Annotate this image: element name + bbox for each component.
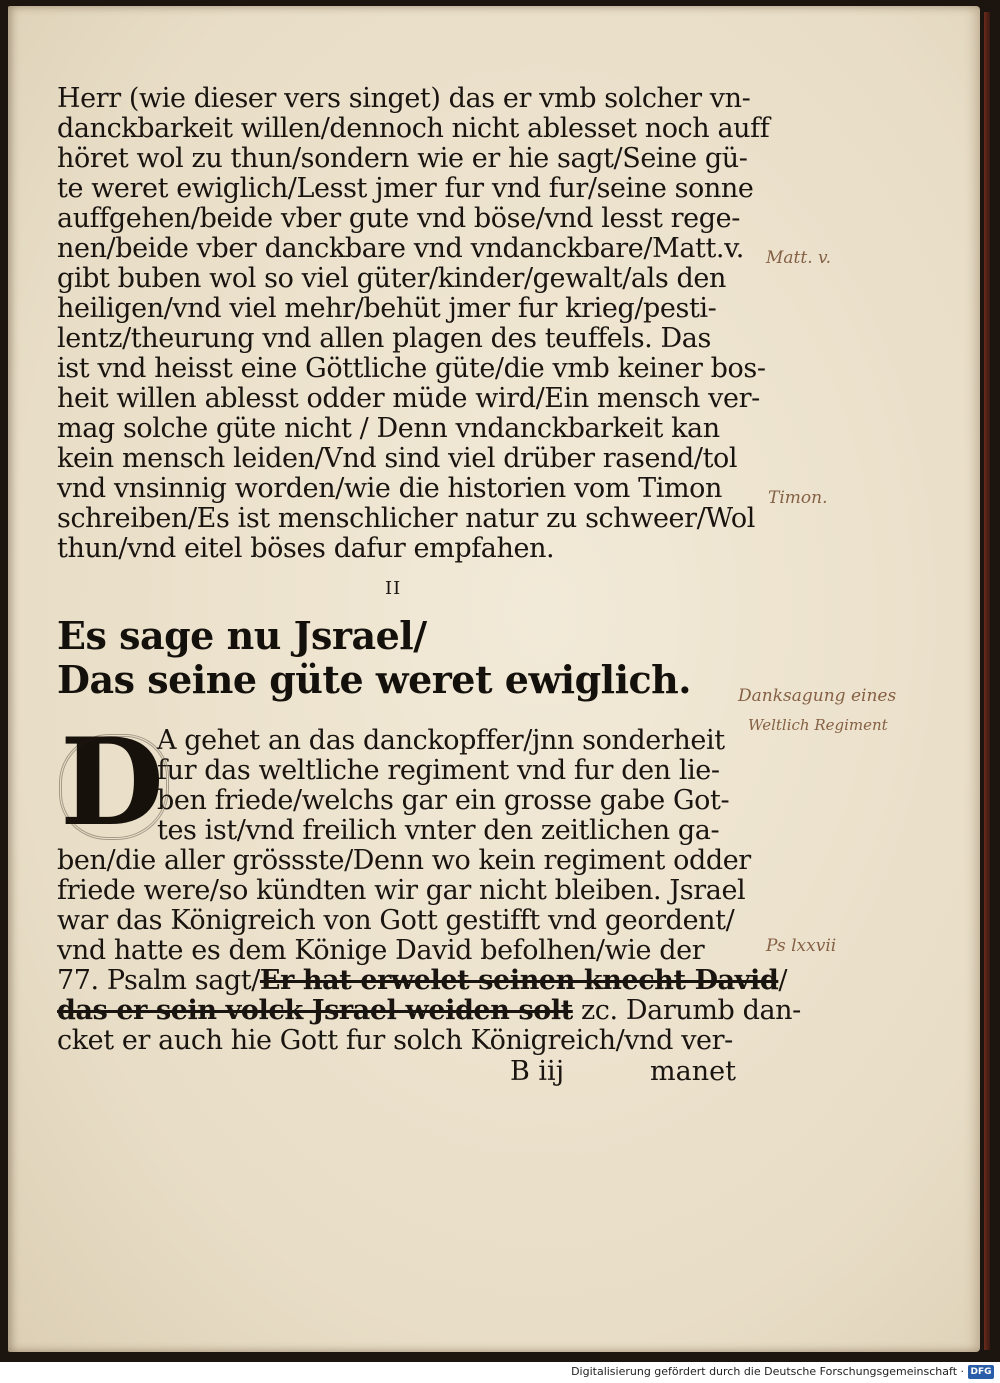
catchword: manet xyxy=(650,1056,736,1087)
verse-heading xyxy=(57,614,691,702)
text-line: ist vnd heisst eine Göttliche güte/die vmb keiner bos- xyxy=(57,353,766,384)
paragraph-1 xyxy=(57,83,770,564)
dfg-logo: DFG xyxy=(968,1365,994,1379)
text-line: heit willen ablesst odder müde wird/Ein mensch ver- xyxy=(57,383,760,414)
text-line: nen/beide vber danckbare vnd vndanckbare/Matt.v. xyxy=(57,233,744,264)
text-line: kein mensch leiden/Vnd sind viel drüber rasend/tol xyxy=(57,443,738,474)
margin-note-matt: Matt. v. xyxy=(766,248,832,268)
funding-credit: Digitalisierung gefördert durch die Deutsche Forschungsgemeinschaft · xyxy=(571,1365,964,1378)
text-line: thun/vnd eitel böses dafur empfahen. xyxy=(57,533,555,564)
margin-note-danksagung: Danksagung eines xyxy=(738,686,897,706)
text-line: höret wol zu thun/sondern wie er hie sagt/Seine gü- xyxy=(57,143,748,174)
text-line: tes ist/vnd freilich vnter den zeitlichen ga- xyxy=(157,815,720,846)
margin-note-timon: Timon. xyxy=(768,488,828,508)
text-segment: zc. Darumb dan- xyxy=(572,995,801,1026)
signature-mark: B iij xyxy=(510,1056,565,1087)
text-line: cket er auch hie Gott fur solch Königreich/vnd ver- xyxy=(57,1025,733,1056)
text-segment: 77. Psalm sagt/ xyxy=(57,965,260,996)
text-line: lentz/theurung vnd allen plagen des teuffels. Das xyxy=(57,323,711,354)
text-line: heiligen/vnd viel mehr/behüt jmer fur krieg/pesti- xyxy=(57,293,717,324)
text-line-psalm xyxy=(57,965,788,996)
struck-text: Er hat erwelet seinen knecht David xyxy=(259,965,779,996)
drop-cap xyxy=(57,712,167,853)
drop-cap-letter: D xyxy=(59,712,165,853)
text-line: ben/die aller grössste/Denn wo kein regiment odder xyxy=(57,845,751,876)
text-line: Herr (wie dieser vers singet) das er vmb solcher vn- xyxy=(57,83,751,114)
text-segment: / xyxy=(778,965,788,996)
text-line: mag solche güte nicht / Denn vndanckbarkeit kan xyxy=(57,413,720,444)
text-line: friede were/so kündten wir gar nicht bleiben. Jsrael xyxy=(57,875,746,906)
page-edge xyxy=(984,12,990,1350)
struck-text: das er sein volck Jsrael weiden solt xyxy=(57,995,573,1026)
text-line: te weret ewiglich/Lesst jmer fur vnd fur/seine sonne xyxy=(57,173,754,204)
text-line: war das Königreich von Gott gestifft vnd geordent/ xyxy=(57,905,735,936)
text-line: vnd hatte es dem Könige David befolhen/wie der xyxy=(57,935,705,966)
heading-line: Das seine güte weret ewiglich. xyxy=(57,657,692,702)
margin-note-psalm: Ps lxxvii xyxy=(766,936,837,956)
text-line: schreiben/Es ist menschlicher natur zu schweer/Wol xyxy=(57,503,755,534)
heading-line: Es sage nu Jsrael/ xyxy=(57,613,427,658)
text-line: ben friede/welchs gar ein grosse gabe Got- xyxy=(157,785,730,816)
text-line: fur das weltliche regiment vnd fur den lie- xyxy=(157,755,720,786)
drop-cap-ornament xyxy=(59,734,169,840)
section-number: II xyxy=(385,578,402,599)
text-line: vnd vnsinnig worden/wie die historien vom Timon xyxy=(57,473,722,504)
text-line: A gehet an das danckopffer/jnn sonderheit xyxy=(157,725,725,756)
margin-note-regiment: Weltlich Regiment xyxy=(748,716,888,734)
text-line: gibt buben wol so viel güter/kinder/gewalt/als den xyxy=(57,263,726,294)
text-line: danckbarkeit willen/dennoch nicht ablesset noch auff xyxy=(57,113,770,144)
paragraph-2 xyxy=(57,712,801,1056)
text-line: auffgehen/beide vber gute vnd böse/vnd lesst rege- xyxy=(57,203,740,234)
text-line-volk xyxy=(57,995,801,1026)
footer-bar xyxy=(0,1362,1000,1383)
